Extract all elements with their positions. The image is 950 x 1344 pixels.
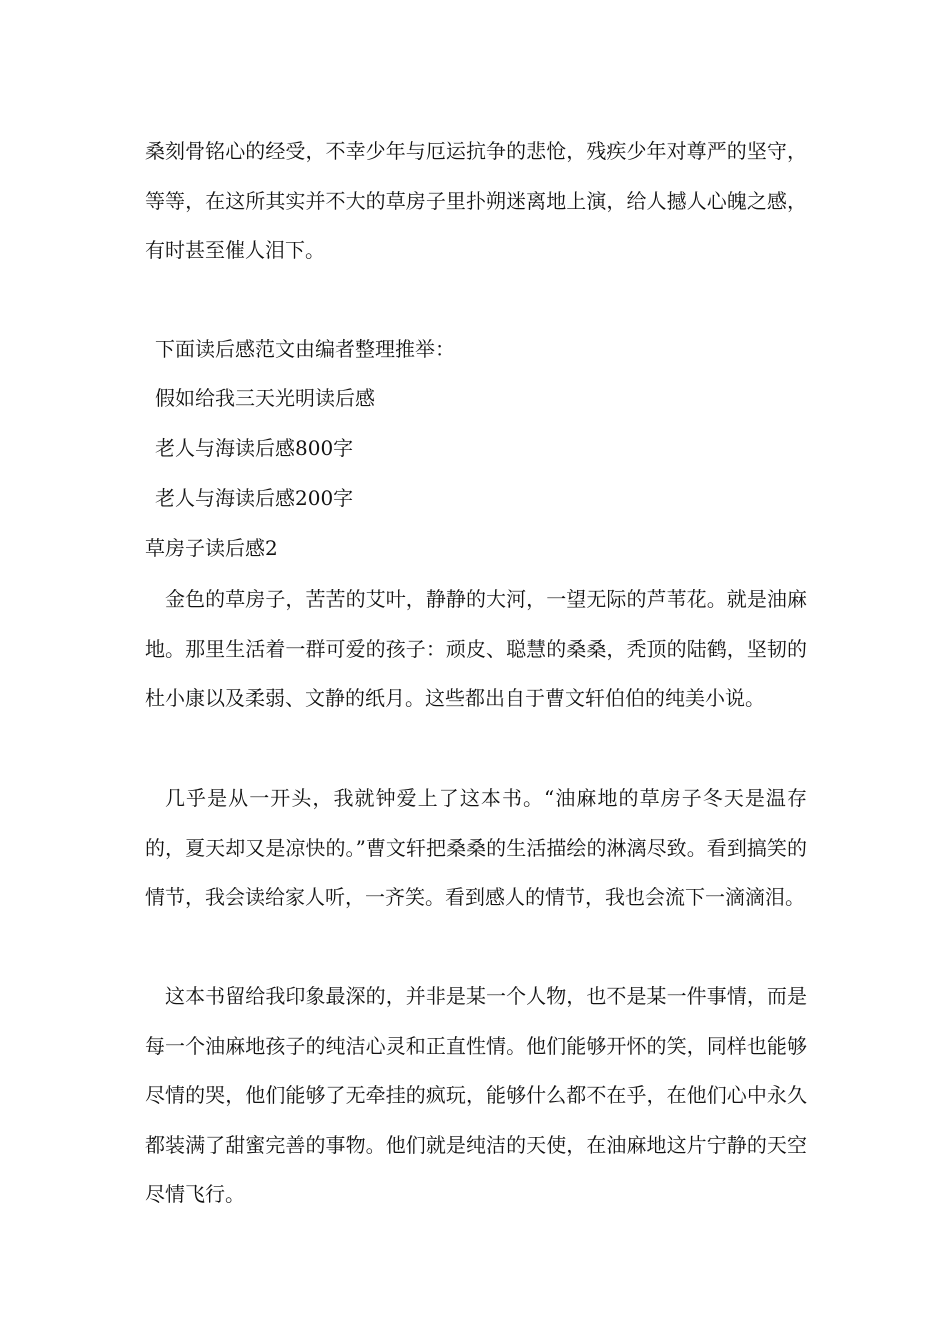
section-title: 草房子读后感2 (145, 536, 278, 560)
body-paragraph-3: 这本书留给我印象最深的，并非是某一个人物，也不是某一件事情，而是每一个油麻地孩子的纯洁心灵和正直性情。他们能够开怀的笑，同样也能够尽情的哭，他们能够了无牵挂的疯玩，能够什么都不在乎，在他们心中永久都装满了甜蜜完善的事物。他们就是纯洁的天使，在油麻地这片宁静的天空尽情飞行。 (145, 984, 807, 1206)
recommended-link-3[interactable]: 老人与海读后感200字 (155, 486, 354, 510)
body-paragraph-2: 几乎是从一开头，我就钟爱上了这本书。“油麻地的草房子冬天是温存的，夏天却又是凉快的。”曹文轩把桑桑的生活描绘的淋漓尽致。看到搞笑的情节，我会读给家人听，一齐笑。看到感人的情节，我也会流下一滴滴泪。 (145, 786, 807, 909)
recommended-link-2[interactable]: 老人与海读后感800字 (155, 436, 354, 460)
body-paragraph-1: 金色的草房子，苦苦的艾叶，静静的大河，一望无际的芦苇花。就是油麻地。那里生活着一群可爱的孩子：顽皮、聪慧的桑桑，秃顶的陆鹤，坚韧的杜小康以及柔弱、文静的纸月。这些都出自于曹文轩伯伯的纯美小说。 (145, 587, 807, 710)
intro-paragraph: 桑刻骨铭心的经受，不幸少年与厄运抗争的悲怆，残疾少年对尊严的坚守，等等，在这所其实并不大的草房子里扑朔迷离地上演，给人撼人心魄之感，有时甚至催人泪下。 (145, 139, 807, 262)
recommended-link-1[interactable]: 假如给我三天光明读后感 (155, 386, 375, 410)
recommend-intro: 下面读后感范文由编者整理推举： (155, 337, 455, 361)
